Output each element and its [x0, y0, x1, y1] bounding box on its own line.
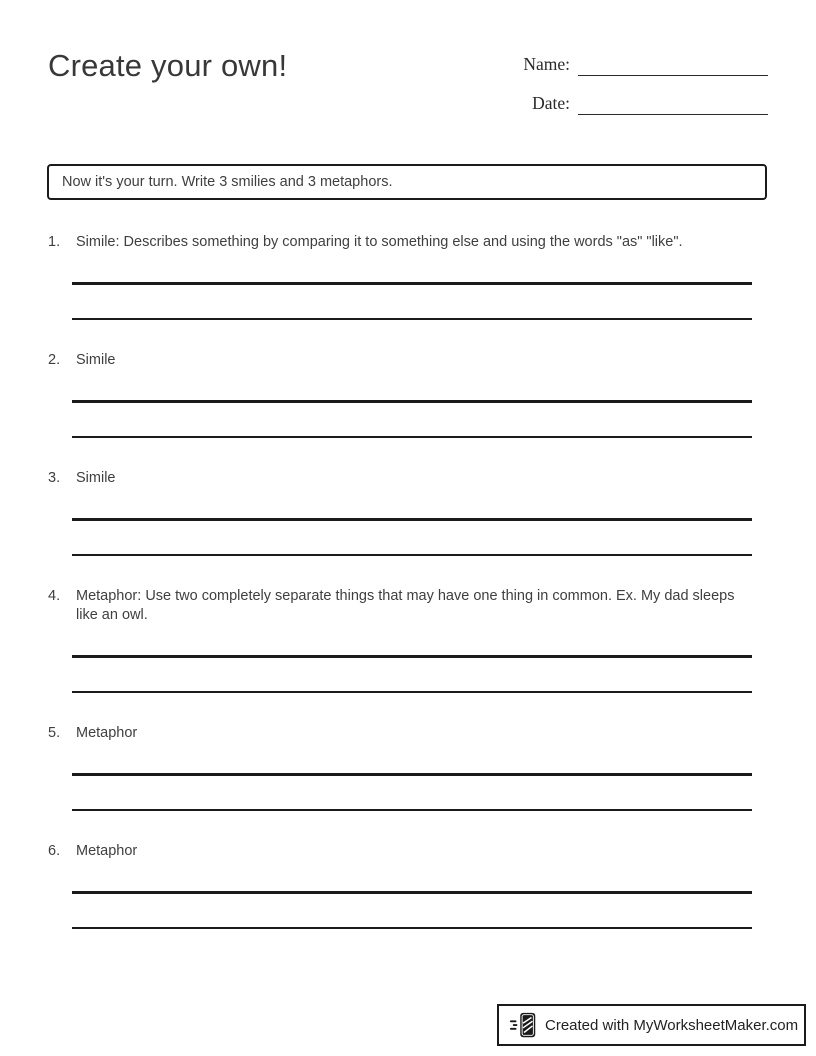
- name-label: Name:: [523, 54, 570, 74]
- item-prompt: Simile: [76, 470, 116, 486]
- writing-line: [72, 927, 752, 930]
- worksheet-item: [48, 469, 752, 556]
- item-number: 3.: [48, 470, 61, 486]
- item-number: 1.: [48, 234, 61, 250]
- worksheet-item: [48, 233, 752, 320]
- instructions-text: Now it's your turn. Write 3 smilies and 3 metaphors.: [62, 174, 393, 190]
- writing-line: [72, 809, 752, 812]
- item-number: 6.: [48, 843, 61, 859]
- writing-line: [72, 318, 752, 321]
- date-blank-line: [578, 90, 768, 115]
- page-title: Create your own!: [48, 48, 288, 83]
- writing-line: [72, 655, 752, 658]
- writing-line: [72, 691, 752, 694]
- credit-text: Created with MyWorksheetMaker.com: [545, 1016, 799, 1034]
- item-prompt: Metaphor: Use two completely separate things that may have one thing in common. Ex. My dad sleeps like an owl.: [76, 588, 735, 623]
- writing-line: [72, 891, 752, 894]
- date-label: Date:: [532, 93, 570, 113]
- credit-badge: [497, 1004, 806, 1046]
- item-number: 2.: [48, 352, 61, 368]
- item-number: 5.: [48, 725, 61, 741]
- worksheet-item: [48, 351, 752, 438]
- item-head: [48, 587, 752, 625]
- worksheet-item: [48, 842, 752, 929]
- writing-line: [72, 773, 752, 776]
- worksheet-item: [48, 724, 752, 811]
- writing-line: [72, 400, 752, 403]
- date-row: [532, 89, 768, 115]
- item-prompt: Metaphor: [76, 843, 138, 859]
- item-prompt: Simile: Describes something by comparing it to something else and using the words "as" "like".: [76, 234, 683, 250]
- name-date-block: [523, 50, 768, 115]
- item-prompt: Simile: [76, 352, 116, 368]
- writing-line: [72, 518, 752, 521]
- item-number: 4.: [48, 588, 61, 604]
- item-head: [48, 724, 752, 743]
- writing-line: [72, 436, 752, 439]
- writing-line: [72, 554, 752, 557]
- name-row: [523, 50, 768, 76]
- worksheet-items: [48, 233, 752, 929]
- item-head: [48, 233, 752, 252]
- item-head: [48, 842, 752, 861]
- item-prompt: Metaphor: [76, 725, 138, 741]
- writing-line: [72, 282, 752, 285]
- instructions-box: [47, 164, 767, 200]
- item-head: [48, 469, 752, 488]
- item-head: [48, 351, 752, 370]
- name-blank-line: [578, 51, 768, 76]
- worksheet-maker-logo-icon: [509, 1010, 539, 1040]
- worksheet-item: [48, 587, 752, 693]
